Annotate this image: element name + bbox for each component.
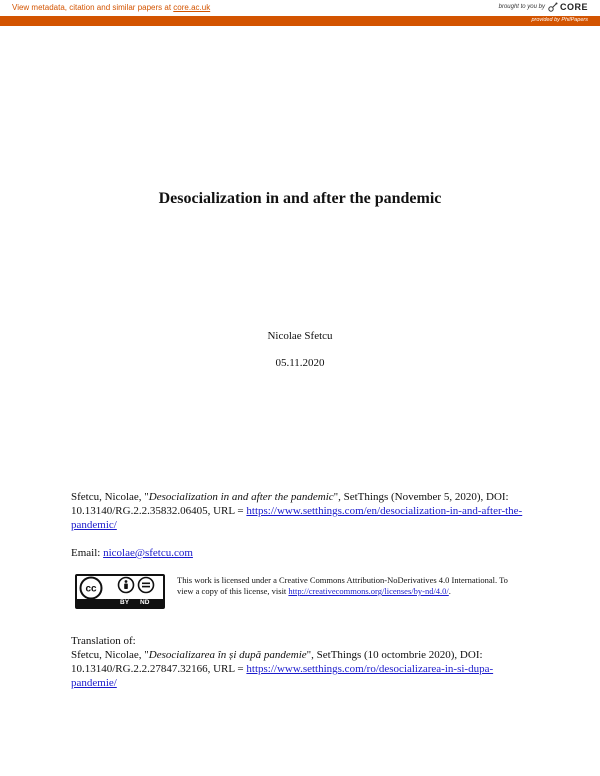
core-logo-icon xyxy=(548,2,558,12)
badge-by-label: BY xyxy=(120,599,130,606)
citation-url-link[interactable]: https://www.setthings.com/en/desocialization-in-and-after-the-pandemic/ xyxy=(71,505,523,531)
license-url-link[interactable]: http://creativecommons.org/licenses/by-nd/4.0/ xyxy=(288,586,449,596)
core-banner xyxy=(0,0,600,28)
core-banner-top xyxy=(0,0,600,16)
translation-citation xyxy=(71,648,531,690)
cc-icons xyxy=(77,576,163,599)
nd-equals-icon xyxy=(139,578,154,593)
core-metadata-prefix: View metadata, citation and similar papers at xyxy=(12,3,174,12)
core-logo-text: CORE xyxy=(559,2,588,12)
cc-badge-inner xyxy=(77,576,163,599)
license-end: . xyxy=(448,586,451,596)
provided-by-label: provided by PhilPapers xyxy=(531,17,588,23)
email-line xyxy=(71,546,531,560)
core-metadata-text xyxy=(12,3,210,12)
citation-paragraph xyxy=(71,490,531,532)
license-statement: This work is licensed under a Creative Commons Attribution-NoDerivatives 4.0 International. To view a copy of this license, visit xyxy=(177,575,508,596)
by-person-icon xyxy=(119,578,134,593)
core-logo[interactable] xyxy=(548,2,588,12)
badge-nd-label: ND xyxy=(140,599,150,606)
core-link[interactable]: core.ac.uk xyxy=(173,3,211,12)
citation-title: Desocialization in and after the pandemic xyxy=(148,491,334,503)
translation-prefix: Sfetcu, Nicolae, " xyxy=(71,649,149,661)
email-label: Email: xyxy=(71,547,104,559)
translation-block xyxy=(71,634,531,690)
translation-heading: Translation of: xyxy=(71,635,136,647)
translation-suffix: ", SetThings (10 octombrie 2020), DOI: 10.13140/RG.2.2.27847.32166, URL = xyxy=(71,649,483,675)
core-provided-strip xyxy=(0,16,600,26)
translation-url-link[interactable]: https://www.setthings.com/ro/desocializarea-in-si-dupa-pandemie/ xyxy=(71,663,494,689)
email-link[interactable]: nicolae@sfetcu.com xyxy=(103,547,193,559)
license-block xyxy=(75,574,515,609)
brought-to-you-label: brought to you by xyxy=(498,4,545,10)
license-text xyxy=(177,574,515,609)
paper-date: 05.11.2020 xyxy=(275,357,325,369)
brought-to-you-by xyxy=(499,2,588,12)
cc-icon xyxy=(81,578,102,599)
paper-author: Nicolae Sfetcu xyxy=(267,330,333,342)
citation-prefix: Sfetcu, Nicolae, " xyxy=(71,491,149,503)
citation-suffix: ", SetThings (November 5, 2020), DOI: 10.13140/RG.2.2.35832.06405, URL = xyxy=(71,491,509,517)
svg-text:cc: cc xyxy=(85,583,97,595)
translation-title: Desocializarea în și după pandemie xyxy=(148,649,307,661)
paper-title: Desocialization in and after the pandemic xyxy=(158,190,442,207)
cc-by-nd-badge[interactable] xyxy=(75,574,165,609)
